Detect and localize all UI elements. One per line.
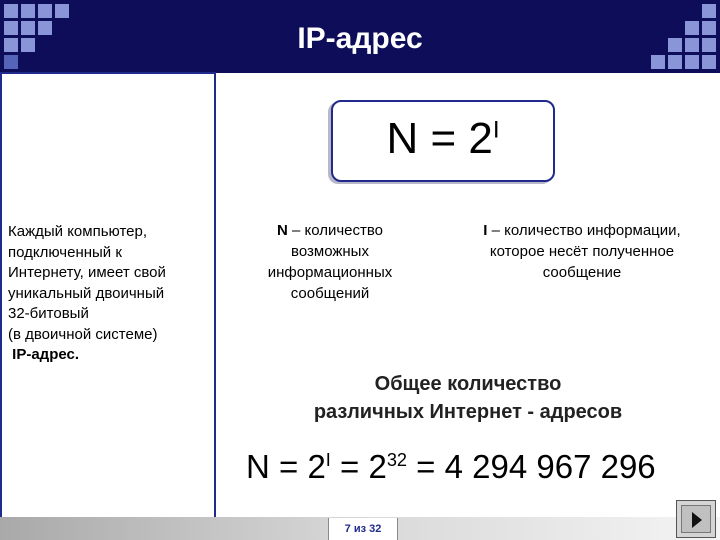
total-formula	[246, 448, 656, 486]
next-slide-button-face	[681, 505, 711, 533]
total-formula-exp: I	[325, 450, 331, 470]
total-formula-part: N = 2	[246, 448, 326, 485]
decor-square	[4, 4, 18, 18]
formula-base: N = 2	[386, 114, 493, 163]
decor-square	[55, 4, 69, 18]
slide-title: IP-адрес	[297, 22, 423, 55]
decor-square	[4, 55, 18, 69]
total-heading	[268, 370, 668, 426]
n-symbol: N	[276, 222, 288, 239]
total-formula-part: = 4 294 967 296	[407, 448, 656, 485]
next-slide-button[interactable]	[676, 500, 716, 538]
left-text-bold: IP-адрес.	[8, 346, 80, 363]
decor-square	[668, 55, 682, 69]
total-formula-exp: 32	[386, 450, 407, 470]
page-counter: 7 из 32	[328, 518, 398, 540]
left-description	[8, 222, 213, 366]
total-formula-part: = 2	[330, 448, 387, 485]
i-description	[477, 220, 687, 283]
total-heading-line: Общее количество	[374, 373, 562, 395]
decor-square	[702, 4, 716, 18]
decor-square	[21, 4, 35, 18]
main-formula	[333, 114, 553, 164]
left-text-line: (в двоичной системе)	[8, 325, 158, 343]
n-text: – количество возможных информационных сообщений	[267, 222, 393, 302]
i-text: – количество информации, которое несёт полученное сообщение	[487, 222, 681, 281]
left-text-line: уникальный двоичный	[8, 284, 165, 302]
formula-box	[331, 100, 555, 182]
i-symbol: I	[483, 222, 488, 239]
formula-exponent: I	[492, 116, 500, 144]
decor-square	[702, 55, 716, 69]
decor-square	[651, 55, 665, 69]
decor-square	[38, 4, 52, 18]
play-next-icon	[692, 512, 702, 528]
decor-square	[685, 55, 699, 69]
total-heading-line: различных Интернет - адресов	[313, 401, 623, 423]
left-text-line: Каждый компьютер,	[8, 223, 147, 240]
left-text-line: 32-битовый	[8, 305, 89, 322]
n-description	[238, 220, 422, 304]
left-text-line: Интернету, имеет свой	[8, 264, 166, 281]
slide-header	[0, 0, 720, 73]
left-text-line: подключенный к	[8, 243, 122, 261]
